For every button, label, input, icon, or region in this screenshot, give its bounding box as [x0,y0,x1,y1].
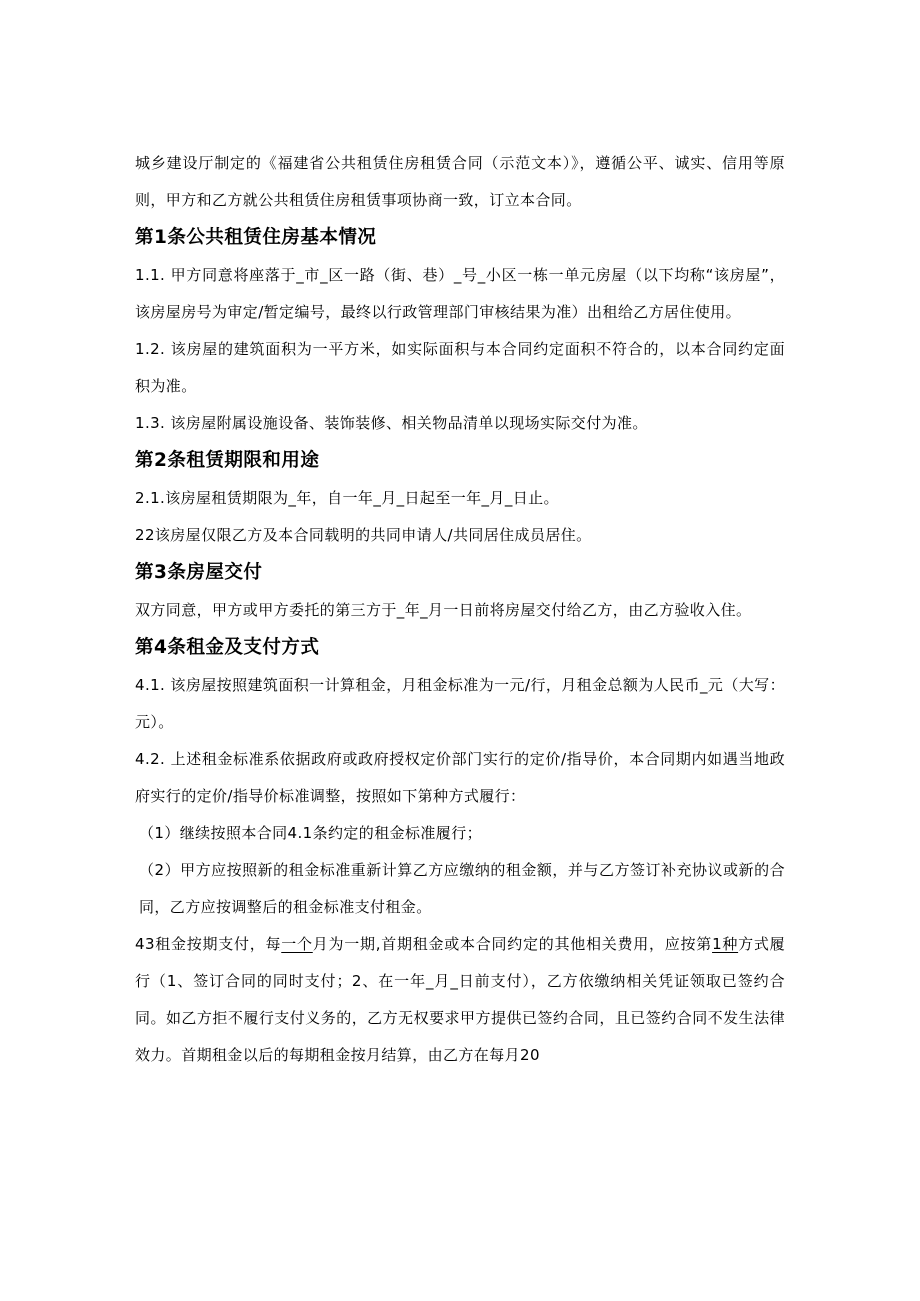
section-1-number: 1 [154,227,168,248]
clause-4-2-option-1: （1）继续按照本合同4.1条约定的租金标准履行； [139,824,483,842]
contract-page [135,145,785,1074]
clause-1-3: 1.3. 该房屋附属设施设备、装饰装修、相关物品清单以现场实际交付为准。 [135,414,648,432]
section-4-prefix: 第 [135,637,155,658]
clause-4-3-part-b: 月为一期,首期租金或本合同约定的其他相关费用，应按第 [312,935,713,953]
intro-paragraph: 城乡建设厅制定的《福建省公共租赁住房租赁合同（示范文本）》，遵循公平、诚实、信用等原则，甲方和乙方就公共租赁住房租赁事项协商一致，订立本合同。 [135,154,785,209]
clause-2-2: 22该房屋仅限乙方及本合同载明的共同申请人/共同居住成员居住。 [135,526,592,544]
clause-1-1: 1.1. 甲方同意将座落于_市_区一路（街、巷）_号_小区一栋一单元房屋（以下均称“该房屋”，该房屋房号为审定/暂定编号，最终以行政管理部门审核结果为准）出租给乙方居住使用。 [135,266,785,321]
section-3-prefix: 第 [135,562,155,583]
section-1-heading [135,219,785,257]
section-2-prefix: 第 [135,450,155,471]
clause-4-3-part-a: 43租金按期支付，每 [135,935,282,953]
clause-4-3 [135,926,785,1074]
section-3-heading [135,554,785,592]
section-2-title: 条租赁期限和用途 [167,450,320,471]
clause-2-1: 2.1.该房屋租赁期限为_年，自一年_月_日起至一年_月_日止。 [135,489,559,507]
section-3-number: 3 [154,562,168,583]
clause-1-2: 1.2. 该房屋的建筑面积为一平方米，如实际面积与本合同约定面积不符合的，以本合同约定面积为准。 [135,340,785,395]
section-4-title: 条租金及支付方式 [167,637,320,658]
section-1-prefix: 第 [135,227,155,248]
section-2-number: 2 [154,450,168,471]
section-4-number: 4 [154,637,168,658]
clause-4-2-option-2: （2）甲方应按照新的租金标准重新计算乙方应缴纳的租金额，并与乙方签订补充协议或新的合同，乙方应按调整后的租金标准支付租金。 [139,861,785,916]
clause-4-3-part-c: 方式履行（1、签订合同的同时支付；2、在一年_月_日前支付），乙方依缴纳相关凭证领取已签约合同。如乙方拒不履行支付义务的，乙方无权要求甲方提供已签约合同，且已签约合同不发生法律效力。首期租金以后的每期租金按月结算，由乙方在每月20 [135,935,786,1064]
clause-4-2: 4.2. 上述租金标准系依据政府或政府授权定价部门实行的定价/指导价，本合同期内如遇当地政府实行的定价/指导价标准调整，按照如下第种方式履行： [135,750,785,805]
section-4-heading [135,629,785,667]
clause-4-3-period-underlined: 一个 [281,935,313,953]
section-1-title: 条公共租赁住房基本情况 [167,227,377,248]
clause-3-body: 双方同意，甲方或甲方委托的第三方于_年_月一日前将房屋交付给乙方，由乙方验收入住。 [135,601,752,619]
clause-4-3-method-underlined: 1种 [712,935,739,953]
section-3-title: 条房屋交付 [167,562,263,583]
section-2-heading [135,442,785,480]
clause-4-1: 4.1. 该房屋按照建筑面积一计算租金，月租金标准为一元/行，月租金总额为人民币_元（大写：元）。 [135,676,785,731]
